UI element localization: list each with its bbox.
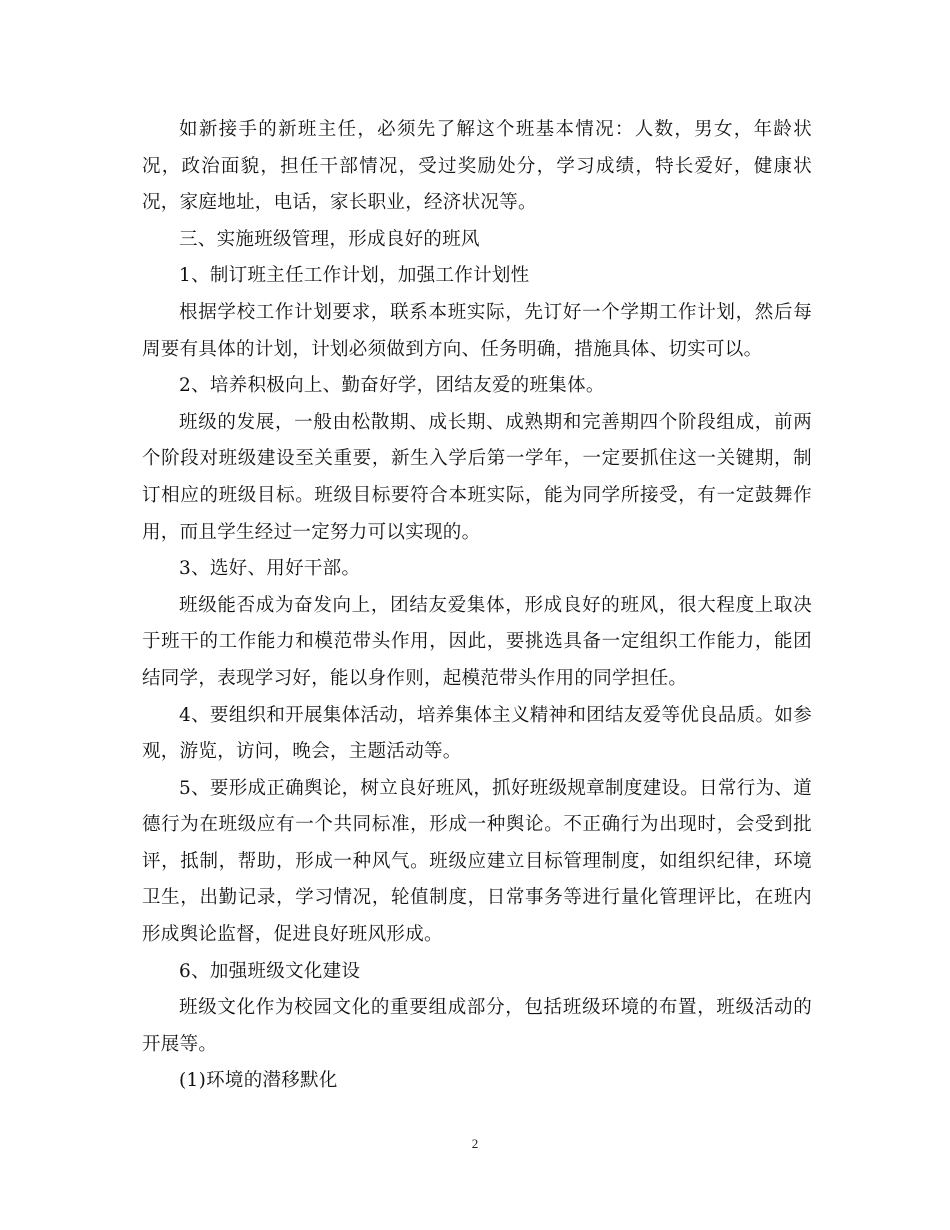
heading-item-3: 3、选好、用好干部。 bbox=[179, 558, 361, 580]
paragraph-intro-class-info: 如新接手的新班主任，必须先了解这个班基本情况：人数，男女，年龄状况，政治面貌，担任干部情况，受过奖励处分，学习成绩，特长爱好，健康状况，家庭地址，电话，家长职业，经济状况等。 bbox=[142, 119, 812, 214]
heading-item-6: 6、加强班级文化建设 bbox=[179, 960, 361, 982]
page-number: 2 bbox=[471, 1136, 479, 1151]
heading-item-1: 1、制订班主任工作计划，加强工作计划性 bbox=[179, 265, 530, 287]
paragraph-item-5-opinion: 5、要形成正确舆论，树立良好班风，抓好班级规章制度建设。日常行为、道德行为在班级应有一个共同标准，形成一种舆论。不正确行为出现时，会受到批评，抵制，帮助，形成一种风气。班级应建立目标管理制度，如组织纪律，环境卫生，出勤记录，学习情况，轮值制度，日常事务等进行量化管理评比，在班内形成舆论监督，促进良好班风形成。 bbox=[142, 777, 812, 946]
heading-section-three: 三、实施班级管理，形成良好的班风 bbox=[179, 228, 480, 250]
paragraph-work-plan: 根据学校工作计划要求，联系本班实际，先订好一个学期工作计划，然后每周要有具体的计划，计划必须做到方向、任务明确，措施具体、切实可以。 bbox=[142, 301, 812, 360]
paragraph-item-4-activities: 4、要组织和开展集体活动，培养集体主义精神和团结友爱等优良品质。如参观，游览，访问，晚会，主题活动等。 bbox=[142, 704, 812, 763]
paragraph-class-leaders: 班级能否成为奋发向上，团结友爱集体，形成良好的班风，很大程度上取决于班干的工作能力和模范带头作用，因此，要挑选具备一定组织工作能力，能团结同学，表现学习好，能以身作则，起模范带头作用的同学担任。 bbox=[142, 594, 812, 689]
heading-subitem-1: (1)环境的潜移默化 bbox=[179, 1070, 338, 1092]
paragraph-class-development: 班级的发展，一般由松散期、成长期、成熟期和完善期四个阶段组成，前两个阶段对班级建设至关重要，新生入学后第一学年，一定要抓住这一关键期，制订相应的班级目标。班级目标要符合本班实际，能为同学所接受，有一定鼓舞作用，而且学生经过一定努力可以实现的。 bbox=[142, 411, 812, 543]
document-body bbox=[142, 112, 812, 1100]
paragraph-class-culture: 班级文化作为校园文化的重要组成部分，包括班级环境的布置，班级活动的开展等。 bbox=[142, 997, 812, 1055]
heading-item-2: 2、培养积极向上、勤奋好学，团结友爱的班集体。 bbox=[179, 375, 605, 397]
